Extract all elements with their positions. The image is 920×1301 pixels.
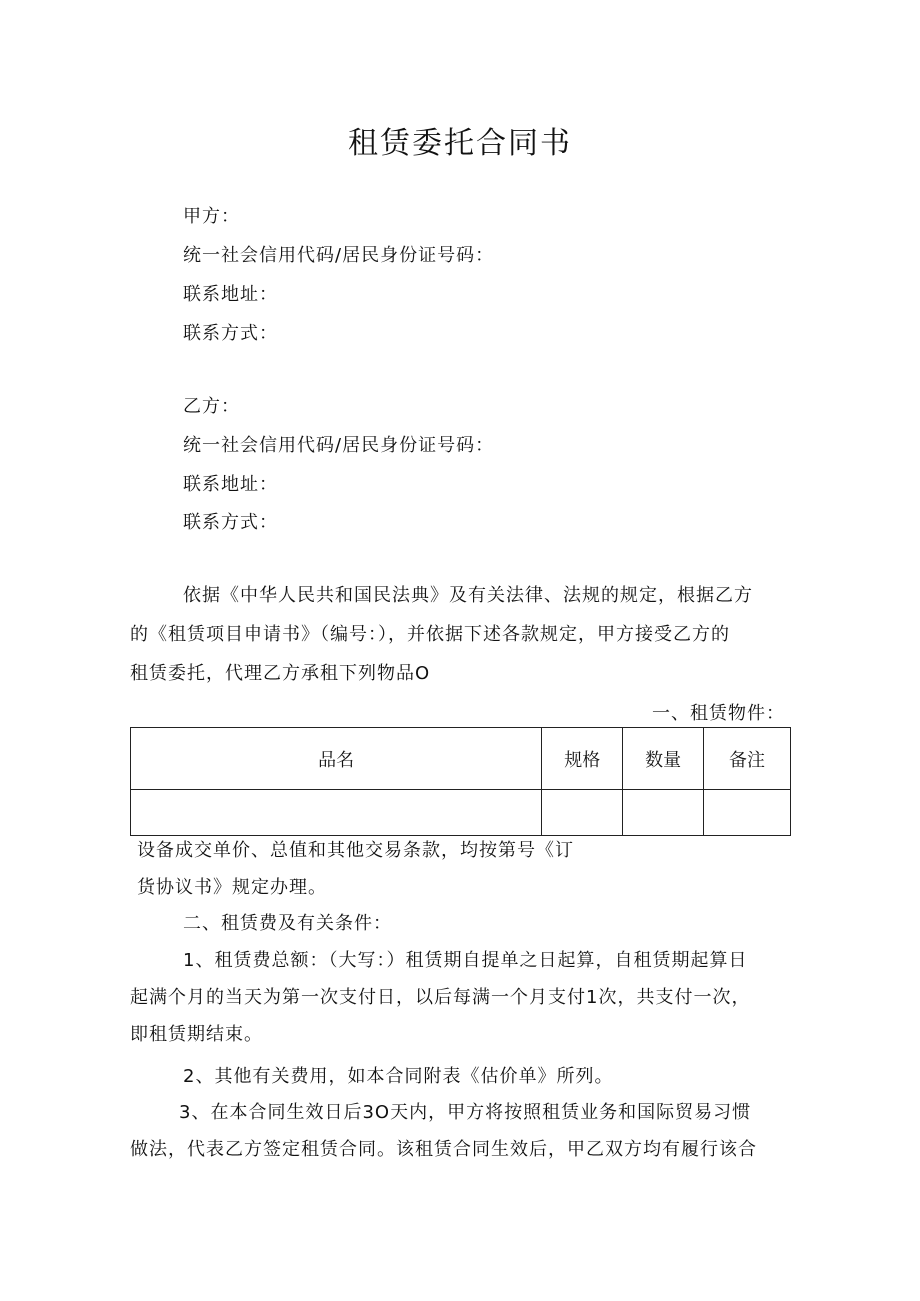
intro-line: 依据《中华人民共和国民法典》及有关法律、法规的规定，根据乙方	[183, 585, 753, 606]
after-table-line: 货协议书》规定办理。	[137, 877, 327, 898]
intro-line: 的《租赁项目申请书》（编号：），并依据下述各款规定，甲方接受乙方的	[130, 624, 730, 645]
section-1-title: 一、租赁物件：	[652, 703, 785, 724]
table-row	[131, 790, 791, 836]
clause-3-line: 做法，代表乙方签定租赁合同。该租赁合同生效后，甲乙双方均有履行该合	[130, 1139, 757, 1160]
party-b-label: 乙方：	[183, 396, 240, 417]
rental-items-table	[130, 727, 791, 835]
after-table-line: 设备成交单价、总值和其他交易条款，均按第号《订	[137, 840, 574, 861]
column-header-remarks: 备注	[704, 728, 791, 790]
clause-3-line: 3、在本合同生效日后3O天内，甲方将按照租赁业务和国际贸易习惯	[179, 1102, 752, 1123]
party-a-contact: 联系方式：	[183, 323, 278, 344]
party-b-credit-code: 统一社会信用代码/居民身份证号码：	[183, 435, 495, 456]
party-a-address: 联系地址：	[183, 284, 278, 305]
table-cell	[623, 790, 704, 836]
section-2-title: 二、租赁费及有关条件：	[183, 913, 392, 934]
column-header-quantity: 数量	[623, 728, 704, 790]
party-b-address: 联系地址：	[183, 474, 278, 495]
intro-line: 租赁委托，代理乙方承租下列物品O	[130, 663, 431, 684]
party-a-credit-code: 统一社会信用代码/居民身份证号码：	[183, 245, 495, 266]
table-cell	[542, 790, 623, 836]
clause-1-line: 1、租赁费总额：（大写：）租赁期自提单之日起算，自租赁期起算日	[183, 950, 748, 971]
column-header-spec: 规格	[542, 728, 623, 790]
clause-1-line: 即租赁期结束。	[130, 1024, 263, 1045]
table-header-row	[131, 728, 791, 790]
party-b-contact: 联系方式：	[183, 512, 278, 533]
page-title: 租赁委托合同书	[348, 126, 572, 161]
clause-1-line: 起满个月的当天为第一次支付日，以后每满一个月支付1次，共支付一次，	[130, 987, 751, 1008]
clause-2: 2、其他有关费用，如本合同附表《估价单》所列。	[183, 1066, 614, 1087]
table-cell	[704, 790, 791, 836]
table-cell	[131, 790, 542, 836]
party-a-label: 甲方：	[183, 206, 240, 227]
column-header-name: 品名	[131, 728, 542, 790]
